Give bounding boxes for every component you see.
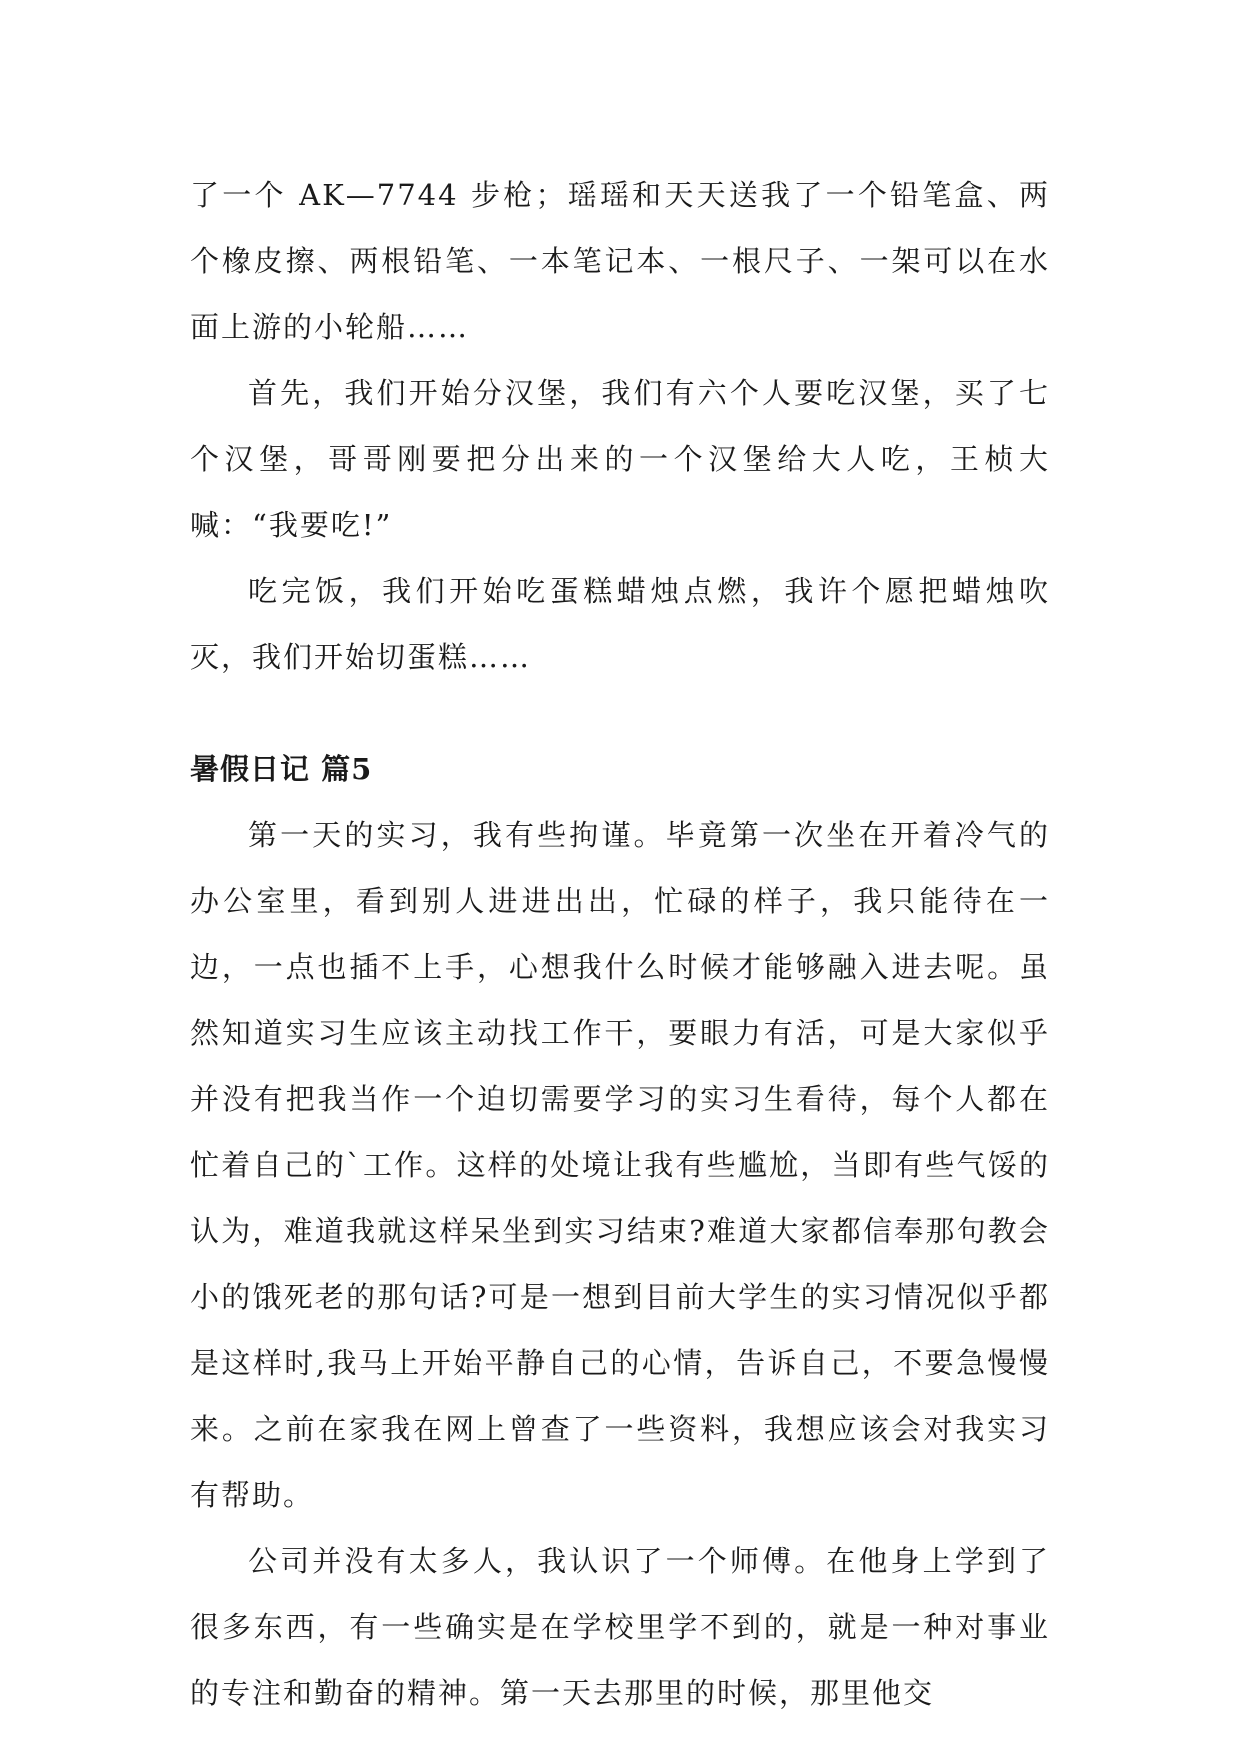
document-body: [190, 162, 1050, 1726]
paragraph-hamburgers: 首先，我们开始分汉堡，我们有六个人要吃汉堡，买了七个汉堡，哥哥刚要把分出来的一个汉堡给大人吃，王桢大喊：“我要吃!”: [190, 376, 1050, 542]
paragraph-continued: 了一个 AK—7744 步枪；瑶瑶和天天送我了一个铅笔盒、两个橡皮擦、两根铅笔、一本笔记本、一根尺子、一架可以在水面上游的小轮船……: [190, 178, 1050, 344]
section-heading: 暑假日记 篇5: [190, 752, 373, 786]
paragraph-internship-day1: 第一天的实习，我有些拘谨。毕竟第一次坐在开着冷气的办公室里，看到别人进进出出，忙碌的样子，我只能待在一边，一点也插不上手，心想我什么时候才能够融入进去呢。虽然知道实习生应该主动找工作干，要眼力有活，可是大家似乎并没有把我当作一个迫切需要学习的实习生看待，每个人都在忙着自己的`工作。这样的处境让我有些尴尬，当即有些气馁的认为，难道我就这样呆坐到实习结束?难道大家都信奉那句教会小的饿死老的那句话?可是一想到目前大学生的实习情况似乎都是这样时,我马上开始平静自己的心情，告诉自己，不要急慢慢来。之前在家我在网上曾查了一些资料，我想应该会对我实习有帮助。: [190, 818, 1050, 1512]
paragraph-mentor: 公司并没有太多人，我认识了一个师傅。在他身上学到了很多东西，有一些确实是在学校里学不到的，就是一种对事业的专注和勤奋的精神。第一天去那里的时候，那里他交: [190, 1544, 1050, 1710]
paragraph-cake: 吃完饭，我们开始吃蛋糕蜡烛点燃，我许个愿把蜡烛吹灭，我们开始切蛋糕……: [190, 574, 1050, 674]
